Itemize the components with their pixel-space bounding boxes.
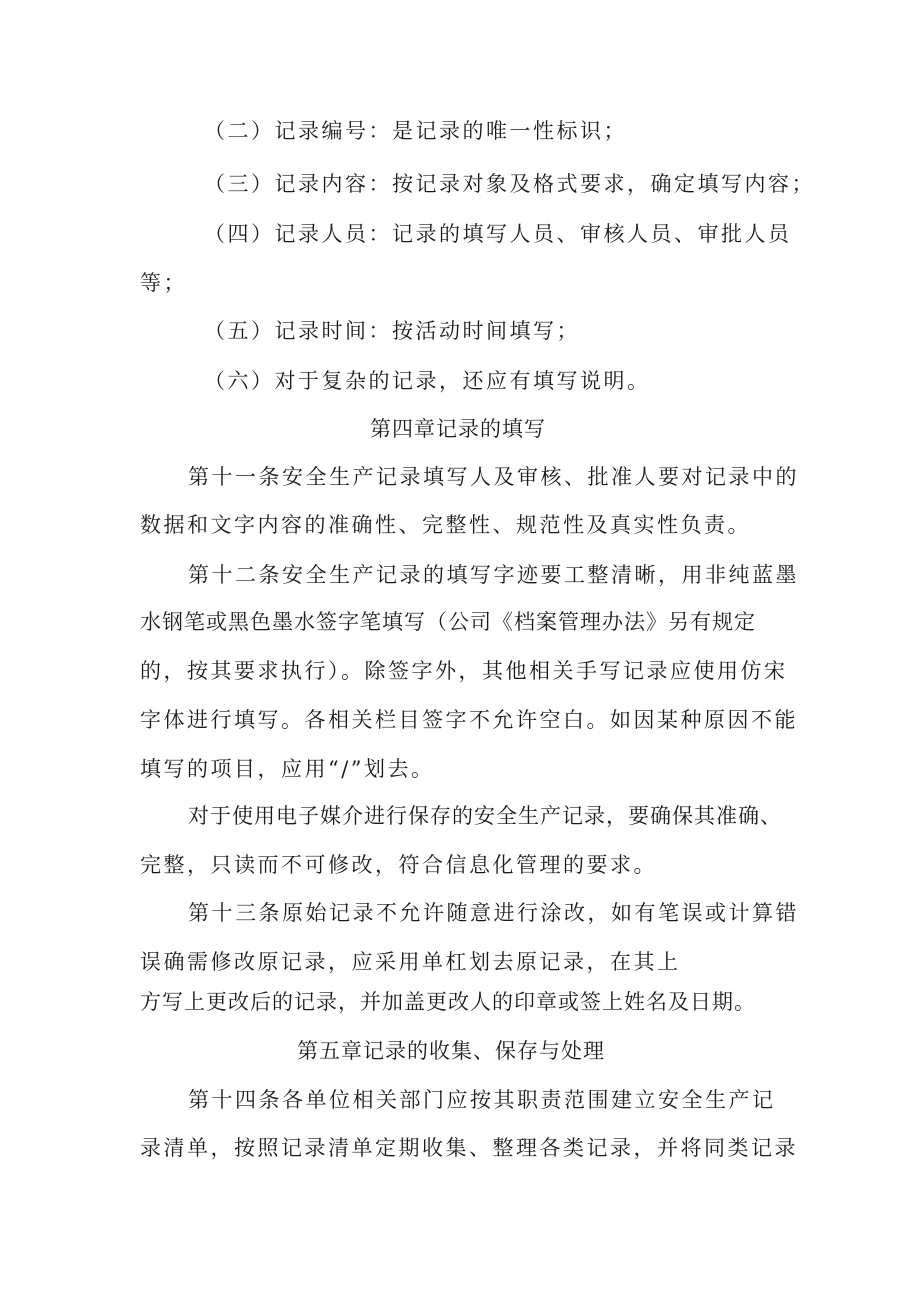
item-complex-record: （六）对于复杂的记录，还应有填写说明。 xyxy=(204,369,651,393)
article-13-line-2: 误确需修改原记录，应采用单杠划去原记录，在其上 xyxy=(140,950,681,974)
chapter-4-heading: 第四章记录的填写 xyxy=(370,417,546,441)
article-14-line-1: 第十四条各单位相关部门应按其职责范围建立安全生产记 xyxy=(188,1088,776,1112)
electronic-record-line-1: 对于使用电子媒介进行保存的安全生产记录，要确保其准确、 xyxy=(188,804,782,828)
item-record-personnel: （四）记录人员：记录的填写人员、审核人员、审批人员 xyxy=(204,222,792,246)
item-record-personnel-cont: 等； xyxy=(140,271,187,295)
article-12-line-1: 第十二条安全生产记录的填写字迹要工整清晰，用非纯蓝墨 xyxy=(188,563,799,587)
article-13-line-3: 方写上更改后的记录，并加盖更改人的印章或签上姓名及日期。 xyxy=(140,990,756,1014)
article-11-line-1: 第十一条安全生产记录填写人及审核、批准人要对记录中的 xyxy=(188,465,799,489)
article-14-line-2: 录清单，按照记录清单定期收集、整理各类记录，并将同类记录 xyxy=(140,1136,798,1160)
item-record-number: （二）记录编号：是记录的唯一性标识； xyxy=(204,119,627,143)
article-11-line-2: 数据和文字内容的准确性、完整性、规范性及真实性负责。 xyxy=(140,513,751,537)
item-record-content: （三）记录内容：按记录对象及格式要求，确定填写内容； xyxy=(204,172,815,196)
article-13-line-1: 第十三条原始记录不允许随意进行涂改，如有笔误或计算错 xyxy=(188,901,799,925)
chapter-5-heading: 第五章记录的收集、保存与处理 xyxy=(297,1039,605,1063)
electronic-record-line-2: 完整，只读而不可修改，符合信息化管理的要求。 xyxy=(140,853,657,877)
article-12-line-4: 字体进行填写。各相关栏目签字不允许空白。如因某种原因不能 xyxy=(140,708,798,732)
article-12-line-2: 水钢笔或黑色墨水签字笔填写（公司《档案管理办法》另有规定 xyxy=(140,610,756,634)
item-record-time: （五）记录时间：按活动时间填写； xyxy=(204,319,580,343)
article-12-line-5: 填写的项目，应用“/”划去。 xyxy=(140,757,435,781)
article-12-line-3: 的，按其要求执行）。除签字外，其他相关手写记录应使用仿宋 xyxy=(140,659,788,683)
